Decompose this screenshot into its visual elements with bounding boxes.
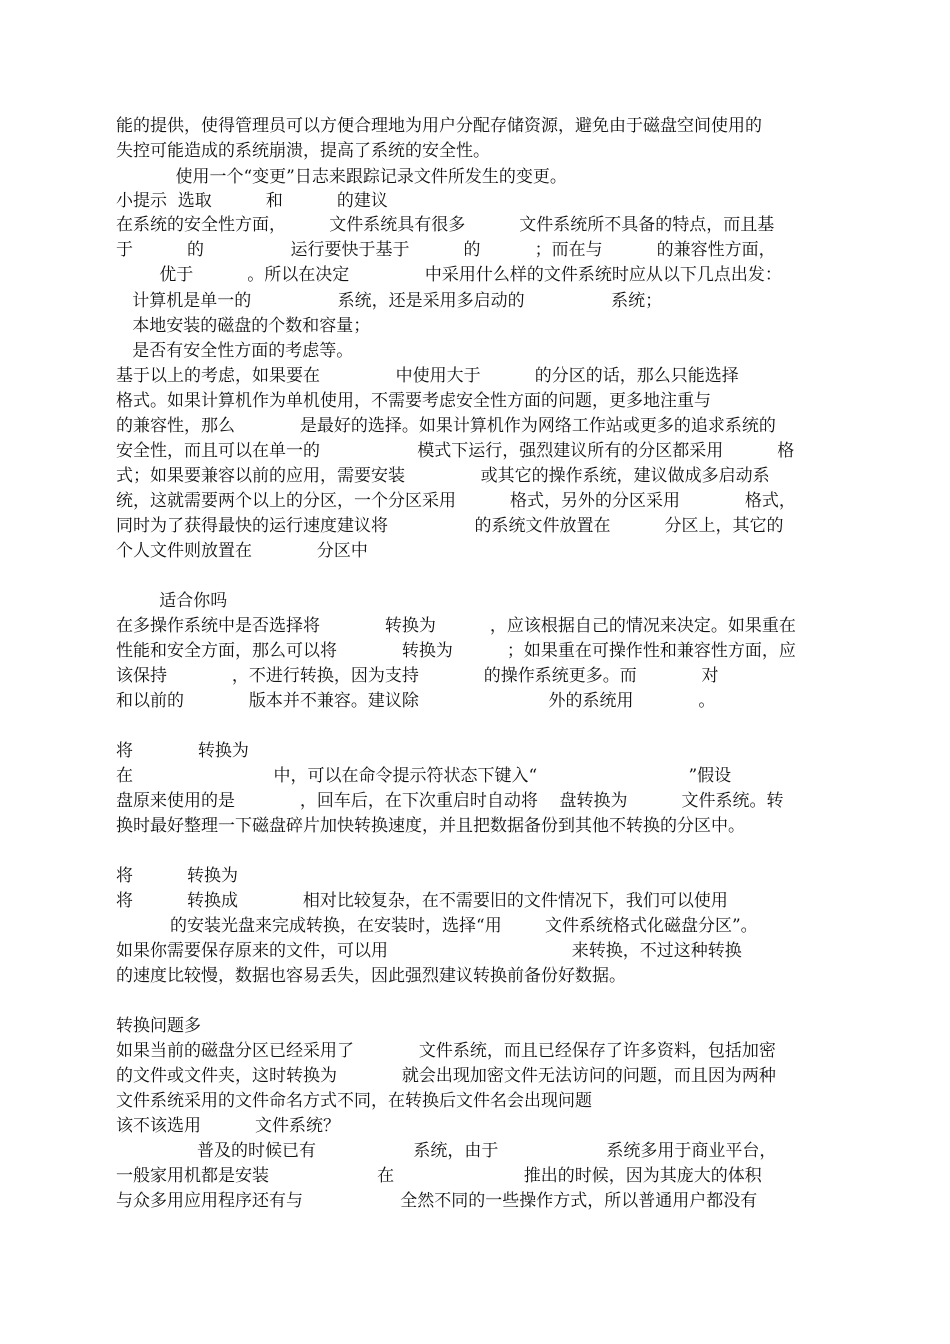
section-heading: 将 转换为 — [116, 741, 249, 761]
text-line: 安全性，而且可以在单一的 模式下运行，强烈建议所有的分区都采用 格 — [116, 441, 795, 461]
text-line: 如果你需要保存原来的文件，可以用 来转换，不过这种转换 — [116, 941, 742, 961]
text-line: 于 的 运行要快于基于 的 ；而在与 的兼容性方面， — [116, 240, 776, 260]
text-line: 在 中，可以在命令提示符状态下键入“ ”假设 — [116, 766, 732, 786]
text-line: 文件系统采用的文件命名方式不同，在转换后文件名会出现问题 — [116, 1091, 592, 1111]
section-heading: 适合你吗 — [116, 591, 228, 611]
text-line: 小提示 选取 和 的建议 — [116, 191, 388, 211]
text-line: 计算机是单一的 系统，还是采用多启动的 系统； — [116, 291, 663, 311]
text-line: 个人文件则放置在 分区中 — [116, 541, 368, 561]
text-line: 的安装光盘来完成转换，在安装时，选择“用 文件系统格式化磁盘分区”。 — [116, 916, 758, 936]
text-line: 如果当前的磁盘分区已经采用了 文件系统，而且已经保存了许多资料，包括加密 — [116, 1041, 776, 1061]
text-line: 与众多用应用程序还有与 全然不同的一些操作方式，所以普通用户都没有 — [116, 1191, 758, 1211]
text-line: 能的提供，使得管理员可以方便合理地为用户分配存储资源，避免由于磁盘空间使用的 — [116, 116, 762, 136]
text-line: 和以前的 版本并不兼容。建议除 外的系统用 。 — [116, 691, 716, 711]
text-line: 盘原来使用的是 ，回车后，在下次重启时自动将 盘转换为 文件系统。转 — [116, 791, 784, 811]
text-line: 是否有安全性方面的考虑等。 — [116, 341, 354, 361]
text-line: 在多操作系统中是否选择将 转换为 ，应该根据自己的情况来决定。如果重在 — [116, 616, 796, 636]
text-line: 基于以上的考虑，如果要在 中使用大于 的分区的话，那么只能选择 — [116, 366, 739, 386]
text-line: 使用一个“变更”日志来跟踪记录文件所发生的变更。 — [116, 167, 567, 187]
blank-line — [116, 564, 844, 588]
text-line: 格式。如果计算机作为单机使用，不需要考虑安全性方面的问题，更多地注重与 — [116, 391, 711, 411]
section-heading: 将 转换为 — [116, 866, 239, 886]
text-line: 本地安装的磁盘的个数和容量； — [116, 316, 371, 336]
section-heading: 该不该选用 文件系统？ — [116, 1116, 341, 1136]
blank-line — [116, 714, 844, 738]
text-line: 一般家用机都是安装 在 推出的时候，因为其庞大的体积 — [116, 1166, 762, 1186]
text-line: 的兼容性，那么 是最好的选择。如果计算机作为网络工作站或更多的追求系统的 — [116, 416, 776, 436]
text-line: 性能和安全方面，那么可以将 转换为 ；如果重在可操作性和兼容性方面，应 — [116, 641, 796, 661]
text-line: 统，这就需要两个以上的分区，一个分区采用 格式，另外的分区采用 格式， — [116, 491, 796, 511]
blank-line — [116, 989, 844, 1013]
text-line: 式；如果要兼容以前的应用，需要安装 或其它的操作系统，建议做成多启动系 — [116, 466, 770, 486]
blank-line — [116, 839, 844, 863]
section-heading: 转换问题多 — [116, 1016, 201, 1036]
text-line: 的文件或文件夹，这时转换为 就会出现加密文件无法访问的问题，而且因为两种 — [116, 1066, 776, 1086]
text-line: 优于 。所以在决定 中采用什么样的文件系统时应从以下几点出发： — [116, 265, 782, 285]
text-line: 普及的时候已有 系统，由于 系统多用于商业平台， — [116, 1141, 777, 1161]
text-line: 换时最好整理一下磁盘碎片加快转换速度，并且把数据备份到其他不转换的分区中。 — [116, 816, 745, 836]
text-line: 同时为了获得最快的运行速度建议将 的系统文件放置在 分区上，其它的 — [116, 516, 784, 536]
text-line: 失控可能造成的系统崩溃，提高了系统的安全性。 — [116, 141, 490, 161]
text-line: 将 转换成 相对比较复杂，在不需要旧的文件情况下，我们可以使用 — [116, 891, 728, 911]
text-line: 该保持 ，不进行转换，因为支持 的操作系统更多。而 对 — [116, 666, 719, 686]
text-line: 的速度比较慢，数据也容易丢失，因此强烈建议转换前备份好数据。 — [116, 966, 626, 986]
text-line: 在系统的安全性方面， 文件系统具有很多 文件系统所不具备的特点，而且基 — [116, 215, 775, 235]
